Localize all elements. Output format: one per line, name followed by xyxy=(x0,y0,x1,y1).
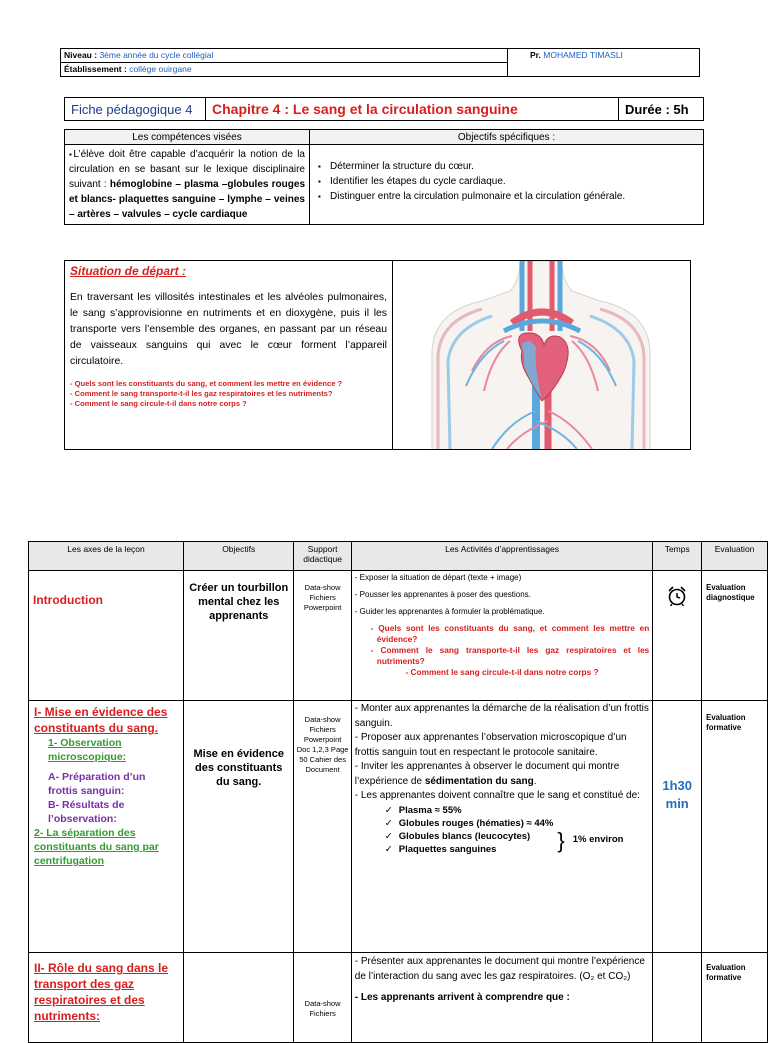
evaluation-introduction: Evaluation diagnostique xyxy=(702,571,768,701)
col-header-evaluation: Evaluation xyxy=(702,542,768,571)
support-constituants: Data-show Fichiers Powerpoint Doc 1,2,3 Page 50 Cahier des Document xyxy=(294,701,351,953)
sub-resultats: B- Résultats de l’observation: xyxy=(48,799,125,825)
objectif-transport xyxy=(184,953,294,1043)
temps-transport xyxy=(653,953,702,1043)
axe-introduction: Introduction xyxy=(29,571,184,701)
axe-transport-title: II- Rôle du sang dans le transport des gaz respiratoires et des nutriments: xyxy=(34,961,169,1023)
temps-value: 1h30 min xyxy=(662,778,693,811)
axe-transport xyxy=(29,953,184,1043)
activities-constituants: - Monter aux apprenantes la démarche de la réalisation d’un frottis sanguin. - Proposer aux apprenantes l’observation microscopique d’un frottis sanguin tout en respectant le protocole sanitaire. - Inviter les apprenantes à observer le document qui montre l’expérience de sédimentation du sang. - Les apprenantes doivent connaître que le sang et constitué de: ✓ Plasma ≈ 55% ✓ Globules rouges (hématies) ≈ 44% ✓ Globules blancs (leucocytes) ✓ Plaquettes sanguines } 1% environ xyxy=(351,701,653,953)
etablissement-cell xyxy=(61,63,508,77)
header-info-table xyxy=(60,48,700,77)
activities-transport: - Présenter aux apprenantes le document qui montre l’expérience de l’interaction du sang avec les gaz respiratoires. (O₂ et CO₂) - Les apprenants arrivent à comprendre que : xyxy=(351,953,653,1043)
component-item: ✓ Globules rouges (hématies) ≈ 44% xyxy=(377,817,554,830)
prof-label: Pr. xyxy=(530,50,541,60)
etab-value: collège ouirgane xyxy=(129,64,192,74)
alarm-clock-icon xyxy=(666,585,688,607)
activities-introduction: - Exposer la situation de départ (texte + image) - Pousser les apprenantes à poser des questions. - Guider les apprenantes à formuler la problématique. - Quels sont les constituants du sang, et comment les mettre en évidence? - Comment le sang transporte-t-il les gaz respiratoires et les nutriments? - Comment le sang circule-t-il dans notre corps ? xyxy=(351,571,653,701)
situation-title: Situation de départ : xyxy=(70,264,187,278)
components-note: 1% environ xyxy=(572,834,624,846)
situation-questions xyxy=(70,379,390,409)
title-table xyxy=(64,97,704,121)
col-header-temps: Temps xyxy=(653,542,702,571)
col-header-activites: Les Activités d’apprentissages xyxy=(351,542,653,571)
col-header-objectifs: Objectifs xyxy=(184,542,294,571)
lesson-row-introduction xyxy=(29,571,768,701)
objectif-item: ▪ Déterminer la structure du cœur. xyxy=(316,159,699,174)
situation-text: En traversant les villosités intestinales et les alvéoles pulmonaires, le sang s’approvisionne en nutriments et en dioxygène, puis il les transporte vers l’ensemble des organes, en passant par un réseau de vaisseaux sanguins qui avec le cœur forment l’appareil circulatoire. xyxy=(70,292,387,367)
fiche-title: Fiche pédagogique 4 xyxy=(65,98,206,121)
objectifs-list xyxy=(310,145,704,225)
lexicon-terms: hémoglobine – plasma –globules rouges et blancs- plaquettes sanguine – lymphe – veines – artères – valvules – cycle cardiaque xyxy=(69,179,306,220)
lesson-table xyxy=(28,541,768,1043)
support-transport: Data-show Fichiers xyxy=(294,953,351,1043)
competences-text: ▪L’élève doit être capable d’acquérir la notion de la circulation en se basant sur le lexique disciplinaire suivant : hémoglobine – plasma –globules rouges et blancs- plaquettes sanguine – lymphe – veines – artères – valvules – cycle cardiaque xyxy=(65,145,310,225)
circulatory-system-svg xyxy=(392,261,690,449)
circulatory-system-illustration xyxy=(392,260,691,450)
sub-observation: 1- Observation microscopique: xyxy=(48,737,127,763)
lesson-row-transport xyxy=(29,953,768,1043)
col-header-support: Support didactique xyxy=(294,542,351,571)
etab-label: Établissement : xyxy=(64,64,127,74)
sub-separation: 2- La séparation des constituants du sang par centrifugation xyxy=(34,827,159,867)
competences-table xyxy=(64,129,704,225)
temps-introduction xyxy=(653,571,702,701)
lesson-row-constituants xyxy=(29,701,768,953)
niveau-label: Niveau : xyxy=(64,50,98,60)
objectif-item: ▪ Distinguer entre la circulation pulmonaire et la circulation générale. xyxy=(316,189,699,204)
sub-preparation: A- Préparation d’un frottis sanguin: xyxy=(48,771,146,797)
component-item: ✓ Plaquettes sanguines xyxy=(377,843,554,856)
competences-header: Les compétences visées xyxy=(65,130,310,145)
col-header-axes: Les axes de la leçon xyxy=(29,542,184,571)
objectif-introduction: Créer un tourbillon mental chez les apprenants xyxy=(184,571,294,701)
temps-constituants xyxy=(653,701,702,953)
question-item: - Comment le sang transporte-t-il les gaz respiratoires et les nutriments? xyxy=(70,389,333,398)
prof-value: MOHAMED TIMASLI xyxy=(543,50,623,60)
duration: Durée : 5h xyxy=(619,98,704,121)
objectifs-header: Objectifs spécifiques : xyxy=(310,130,704,145)
question-item: - Quels sont les constituants du sang, et comment les mettre en évidence ? xyxy=(70,379,343,388)
question-item: - Comment le sang circule-t-il dans notre corps ? xyxy=(70,399,247,408)
axe-constituants xyxy=(29,701,184,953)
lesson-header-row xyxy=(29,542,768,571)
component-item: ✓ Plasma ≈ 55% xyxy=(377,804,554,817)
support-introduction: Data-show Fichiers Powerpoint xyxy=(294,571,351,701)
evaluation-transport: Evaluation formative xyxy=(702,953,768,1043)
niveau-value: 3ème année du cycle collégial xyxy=(99,50,214,60)
component-item: ✓ Globules blancs (leucocytes) xyxy=(377,830,554,843)
niveau-cell xyxy=(61,49,508,63)
bullet-icon: ▪ xyxy=(69,150,74,159)
situation-box xyxy=(64,260,393,450)
objectif-item: ▪ Identifier les étapes du cycle cardiaque. xyxy=(316,174,699,189)
evaluation-constituants: Evaluation formative xyxy=(702,701,768,953)
objectif-constituants: Mise en évidence des constituants du sang. xyxy=(184,701,294,953)
brace-icon: } xyxy=(557,827,565,853)
professor-cell xyxy=(508,49,700,77)
axe-constituants-title: I- Mise en évidence des constituants du sang. xyxy=(34,705,168,735)
chapter-title: Chapitre 4 : Le sang et la circulation sanguine xyxy=(206,98,619,121)
